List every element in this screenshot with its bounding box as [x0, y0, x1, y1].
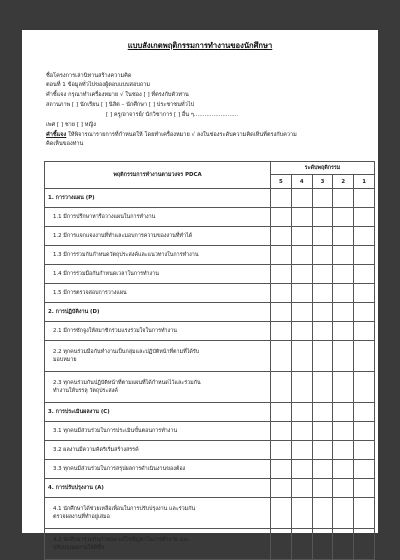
rating-cell-3[interactable]: [312, 341, 333, 372]
section-label: [45, 189, 271, 208]
item-text: 1.3 มีการร่วมกันกำหนดวัตถุประสงค์และแนวทางในการทำงาน: [53, 251, 199, 258]
item-text: 3.3 ทุกคนมีส่วนร่วมในการสรุปผลการดำเนินงานของต้อง: [53, 465, 186, 472]
item-text-continued: ตรวจผลงานที่ทำอยู่เสมอ: [53, 514, 110, 520]
rating-cell-4[interactable]: [291, 372, 312, 403]
table-row: [45, 265, 375, 284]
table-row: [45, 422, 375, 441]
rating-cell-2[interactable]: [333, 422, 354, 441]
item-label: [45, 529, 271, 560]
rating-cell-2[interactable]: [333, 246, 354, 265]
item-label: [45, 322, 271, 341]
rating-table-wrap: [44, 161, 374, 551]
rating-cell-1[interactable]: [354, 479, 375, 498]
level-column-header: ระดับพฤติกรรม: [271, 162, 375, 175]
rating-cell-5[interactable]: [271, 372, 292, 403]
rating-cell-4[interactable]: [291, 227, 312, 246]
project-name: ชื่อโครงการเล่านิทานสร้างความคิด: [46, 73, 132, 79]
rating-cell-4[interactable]: [291, 303, 312, 322]
rating-cell-4[interactable]: [291, 529, 312, 560]
rating-cell-5[interactable]: [271, 498, 292, 529]
item-text: 2.3 ทุกคนร่วมกันปฏิบัติหน้าที่ตามแผนที่ได้กำหนดไว้และร่วมกัน: [53, 379, 201, 386]
table-row: [45, 246, 375, 265]
rating-cell-4[interactable]: [291, 422, 312, 441]
rating-cell-3[interactable]: [312, 372, 333, 403]
instruction-line: คำชี้แจง กรุณาทำเครื่องหมาย √ ในช่อง [ ] ที่ตรงกับตัวท่าน: [46, 92, 189, 98]
rating-cell-1[interactable]: [354, 403, 375, 422]
table-row: [45, 341, 375, 372]
rating-cell-3[interactable]: [312, 479, 333, 498]
rating-cell-1[interactable]: [354, 246, 375, 265]
section-label: [45, 479, 271, 498]
rating-cell-5[interactable]: [271, 284, 292, 303]
rating-cell-2[interactable]: [333, 479, 354, 498]
rating-cell-2[interactable]: [333, 208, 354, 227]
table-row: [45, 208, 375, 227]
item-column-header: พฤติกรรมการทำงานตามวงจร PDCA: [45, 162, 271, 189]
item-text: 1.1 มีการปรึกษาหารือวางแผนในการทำงาน: [53, 213, 156, 220]
rating-cell-4[interactable]: [291, 341, 312, 372]
page-title: แบบสังเกตพฤติกรรมการทำงานของนักศึกษา: [127, 41, 273, 50]
instruction-label: คำชี้แจง: [46, 132, 67, 138]
table-row: [45, 460, 375, 479]
rating-cell-1[interactable]: [354, 208, 375, 227]
level-3-header: 3: [312, 175, 333, 189]
table-instruction-2: คิดเห็นของท่าน: [46, 141, 84, 147]
section-row: [45, 303, 375, 322]
rating-cell-5[interactable]: [271, 265, 292, 284]
item-label: [45, 284, 271, 303]
rating-cell-2[interactable]: [333, 529, 354, 560]
rating-cell-3[interactable]: [312, 208, 333, 227]
rating-cell-5[interactable]: [271, 441, 292, 460]
rating-cell-1[interactable]: [354, 227, 375, 246]
document-page: [22, 30, 378, 551]
rating-cell-2[interactable]: [333, 322, 354, 341]
level-2-header: 2: [333, 175, 354, 189]
level-5-header: 5: [271, 175, 292, 189]
rating-cell-4[interactable]: [291, 322, 312, 341]
item-label: [45, 227, 271, 246]
rating-cell-3[interactable]: [312, 227, 333, 246]
instruction-text: ให้พิจารณารายการที่กำหนดให้ โดยทำเครื่องหมาย √ ลงในช่องระดับความคิดเห็นที่ตรงกับความ: [66, 132, 297, 138]
item-label: [45, 460, 271, 479]
rating-cell-2[interactable]: [333, 265, 354, 284]
rating-cell-3[interactable]: [312, 246, 333, 265]
rating-cell-1[interactable]: [354, 422, 375, 441]
rating-cell-4[interactable]: [291, 284, 312, 303]
rating-cell-5[interactable]: [271, 303, 292, 322]
table-row: [45, 372, 375, 403]
rating-cell-4[interactable]: [291, 498, 312, 529]
rating-cell-1[interactable]: [354, 189, 375, 208]
rating-cell-2[interactable]: [333, 372, 354, 403]
rating-cell-3[interactable]: [312, 422, 333, 441]
item-label: [45, 208, 271, 227]
item-text: 2. การปฏิบัติงาน (D): [48, 309, 100, 315]
item-text: 1.4 มีการร่วมมือกันกำหนดเวลาในการทำงาน: [53, 270, 159, 277]
rating-cell-3[interactable]: [312, 441, 333, 460]
rating-cell-3[interactable]: [312, 529, 333, 560]
rating-cell-2[interactable]: [333, 341, 354, 372]
rating-cell-1[interactable]: [354, 341, 375, 372]
rating-cell-5[interactable]: [271, 227, 292, 246]
rating-cell-5[interactable]: [271, 422, 292, 441]
item-text: 1.5 มีการตรวจสอบการวางแผน: [53, 289, 127, 296]
level-4-header: 4: [291, 175, 312, 189]
rating-cell-3[interactable]: [312, 403, 333, 422]
item-label: [45, 498, 271, 529]
item-text: 2.2 ทุกคนร่วมมือกันทำงานเป็นกลุ่มและปฏิบัติหน้าที่ตามที่ได้รับ: [53, 348, 200, 355]
section-row: [45, 403, 375, 422]
section-label: [45, 303, 271, 322]
section-row: [45, 189, 375, 208]
rating-cell-2[interactable]: [333, 227, 354, 246]
rating-table: [44, 161, 375, 560]
item-label: [45, 372, 271, 403]
rating-cell-3[interactable]: [312, 460, 333, 479]
rating-cell-5[interactable]: [271, 341, 292, 372]
item-label: [45, 422, 271, 441]
item-text: 1. การวางแผน (P): [48, 195, 95, 201]
rating-cell-3[interactable]: [312, 322, 333, 341]
rating-cell-3[interactable]: [312, 189, 333, 208]
rating-cell-5[interactable]: [271, 322, 292, 341]
rating-cell-1[interactable]: [354, 303, 375, 322]
rating-cell-2[interactable]: [333, 441, 354, 460]
item-text: 4. การปรับปรุงงาน (A): [48, 485, 104, 491]
item-text: 3. การประเมินผลงาน (C): [48, 409, 110, 415]
section-label: [45, 403, 271, 422]
rating-cell-5[interactable]: [271, 403, 292, 422]
item-label: [45, 441, 271, 460]
item-text: 3.2 ผลงานมีความคิดริเริ่มสร้างสรรค์: [53, 446, 139, 453]
rating-cell-4[interactable]: [291, 441, 312, 460]
rating-cell-2[interactable]: [333, 284, 354, 303]
rating-cell-4[interactable]: [291, 208, 312, 227]
table-row: [45, 529, 375, 560]
rating-cell-4[interactable]: [291, 460, 312, 479]
rating-cell-5[interactable]: [271, 189, 292, 208]
section-row: [45, 479, 375, 498]
table-row: [45, 227, 375, 246]
item-label: [45, 246, 271, 265]
item-label: [45, 265, 271, 284]
rating-cell-1[interactable]: [354, 441, 375, 460]
table-row: [45, 284, 375, 303]
table-row: [45, 441, 375, 460]
table-row: [45, 322, 375, 341]
rating-cell-3[interactable]: [312, 284, 333, 303]
level-1-header: 1: [354, 175, 375, 189]
rating-cell-2[interactable]: [333, 498, 354, 529]
rating-cell-1[interactable]: [354, 372, 375, 403]
item-text: 4.1 นักศึกษาได้ช่วยเหลือเพื่อนในการปรับปรุงงาน และร่วมกัน: [53, 505, 196, 512]
item-text: 2.1 มีการซักจูงให้สมาชิกร่วมแรงร่วมใจในการทำงาน: [53, 327, 177, 334]
item-text-continued: มอบหมาย: [53, 357, 77, 363]
rating-cell-5[interactable]: [271, 460, 292, 479]
rating-cell-1[interactable]: [354, 265, 375, 284]
rating-cell-4[interactable]: [291, 403, 312, 422]
rating-cell-2[interactable]: [333, 303, 354, 322]
rating-cell-4[interactable]: [291, 265, 312, 284]
rating-cell-2[interactable]: [333, 460, 354, 479]
item-text: 3.1 ทุกคนมีส่วนร่วมในการประเมินขั้นตอนการทำงาน: [53, 427, 178, 434]
rating-cell-3[interactable]: [312, 265, 333, 284]
table-row: [45, 498, 375, 529]
rating-cell-4[interactable]: [291, 246, 312, 265]
part-heading: ตอนที่ 1 ข้อมูลทั่วไปของผู้ตอบแบบสอบถาม: [46, 82, 151, 88]
item-label: [45, 341, 271, 372]
rating-cell-1[interactable]: [354, 284, 375, 303]
item-text: 1.2 มีการแจกแจงงานที่ทำและมอบการความของงานที่ทำได้: [53, 232, 193, 239]
rating-cell-5[interactable]: [271, 529, 292, 560]
rating-cell-5[interactable]: [271, 479, 292, 498]
rating-cell-1[interactable]: [354, 322, 375, 341]
rating-cell-1[interactable]: [354, 529, 375, 560]
table-instruction: [46, 131, 297, 139]
item-text-continued: ทำงานให้บรรลุ วัตถุประสงค์: [53, 388, 118, 394]
item-text-continued: ปรับปรุงผลงานให้ดีขึ้น: [53, 545, 105, 551]
item-text: 4.2 นักศึกษาร่วมกันกำหนด แก้ไขปัญหาในการทำงาน และ: [53, 536, 190, 543]
rating-cell-3[interactable]: [312, 303, 333, 322]
rating-cell-1[interactable]: [354, 460, 375, 479]
rating-cell-5[interactable]: [271, 246, 292, 265]
rating-cell-1[interactable]: [354, 498, 375, 529]
rating-cell-2[interactable]: [333, 403, 354, 422]
rating-cell-3[interactable]: [312, 498, 333, 529]
rating-cell-2[interactable]: [333, 189, 354, 208]
rating-cell-4[interactable]: [291, 479, 312, 498]
rating-cell-4[interactable]: [291, 189, 312, 208]
status-options: สถานภาพ [ ] นักเรียน [ ] นิสิต – นักศึกษา [ ] ประชาชนทั่วไป: [46, 102, 195, 108]
status-options-2: [ ] ครู/อาจารย์/ นักวิชาการ [ ] อื่น ๆ.........................: [106, 112, 239, 118]
gender-options: เพศ [ ] ชาย [ ] หญิง: [46, 122, 96, 128]
rating-cell-5[interactable]: [271, 208, 292, 227]
